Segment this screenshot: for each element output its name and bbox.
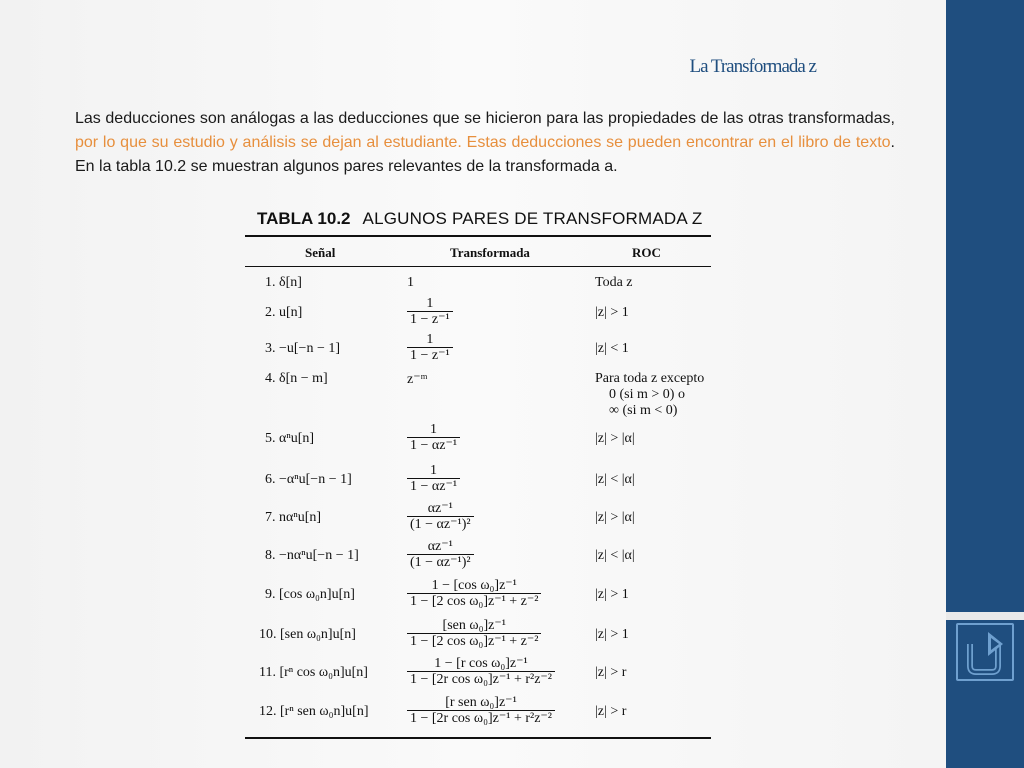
- row-roc: |z| > |α|: [595, 510, 635, 525]
- fraction-denominator: 1 − [2r cos ω₀]z⁻¹ + r²z⁻²: [407, 671, 555, 687]
- row-signal: 6. −αⁿu[−n − 1]: [265, 472, 352, 487]
- header-signal: Señal: [305, 245, 336, 260]
- fraction-denominator: (1 − αz⁻¹)²: [407, 516, 474, 532]
- fraction-numerator: 1 − [cos ω₀]z⁻¹: [431, 578, 517, 593]
- body-paragraph: [75, 107, 895, 179]
- fraction-numerator: 1: [430, 463, 438, 478]
- row-signal: 2. u[n]: [265, 305, 303, 320]
- table-header-rule: [245, 266, 711, 267]
- row-transform: [407, 296, 453, 327]
- fraction-numerator: 1: [426, 296, 434, 311]
- row-transform: [407, 332, 453, 363]
- fraction-denominator: 1 − [2 cos ω₀]z⁻¹ + z⁻²: [407, 593, 541, 609]
- row-roc: |z| < |α|: [595, 548, 635, 563]
- fraction-numerator: 1 − [r cos ω₀]z⁻¹: [434, 656, 528, 671]
- row-signal: 12. [rⁿ sen ω₀n]u[n]: [259, 704, 369, 719]
- row-transform: [407, 539, 474, 570]
- row-roc: Toda z: [595, 275, 633, 290]
- table-caption-label: TABLA 10.2: [257, 209, 351, 228]
- sidebar-stripe: [946, 612, 1024, 620]
- row-roc: [595, 371, 704, 419]
- row-transform: [407, 422, 460, 453]
- row-roc: |z| < |α|: [595, 472, 635, 487]
- fraction-denominator: 1 − [2r cos ω₀]z⁻¹ + r²z⁻²: [407, 710, 555, 726]
- roc-line-3: ∞ (si m < 0): [609, 403, 678, 418]
- row-roc: |z| > r: [595, 704, 627, 719]
- paragraph-part-1: Las deducciones son análogas a las deducciones que se hicieron para las propiedades de las otras transformadas,: [75, 110, 895, 127]
- header-roc: ROC: [632, 245, 661, 260]
- fraction-denominator: 1 − z⁻¹: [407, 347, 453, 363]
- row-transform: [407, 501, 474, 532]
- row-signal: 1. δ[n]: [265, 275, 302, 290]
- row-transform: [407, 463, 460, 494]
- row-transform: [407, 618, 541, 649]
- table-bottom-rule: [245, 737, 711, 739]
- row-transform: 1: [407, 275, 414, 290]
- return-arrow-icon: [961, 628, 1009, 676]
- row-roc: |z| > r: [595, 665, 627, 680]
- row-transform: [407, 695, 555, 726]
- fraction-numerator: [r sen ω₀]z⁻¹: [445, 695, 517, 710]
- transform-table: [245, 207, 715, 742]
- row-roc: |z| > 1: [595, 305, 629, 320]
- fraction-denominator: 1 − αz⁻¹: [407, 478, 460, 494]
- return-button[interactable]: [956, 623, 1014, 681]
- row-signal: 9. [cos ω₀n]u[n]: [265, 587, 355, 602]
- table-top-rule: [245, 235, 711, 237]
- roc-line-1: Para toda z excepto: [595, 371, 705, 386]
- row-signal: 7. nαⁿu[n]: [265, 510, 322, 525]
- row-signal: 5. αⁿu[n]: [265, 431, 315, 446]
- fraction-numerator: 1: [426, 332, 434, 347]
- row-roc: |z| > 1: [595, 587, 629, 602]
- row-signal: 11. [rⁿ cos ω₀n]u[n]: [259, 665, 368, 680]
- row-signal: 8. −nαⁿu[−n − 1]: [265, 548, 359, 563]
- row-roc: |z| > 1: [595, 627, 629, 642]
- row-transform: [407, 578, 541, 609]
- row-transform: z⁻ᵐ: [407, 372, 428, 387]
- fraction-numerator: αz⁻¹: [427, 539, 453, 554]
- header-transform: Transformada: [450, 245, 530, 260]
- row-transform: [407, 656, 555, 687]
- paragraph-part-3: . En la tabla 10.2 se muestran algunos pares relevantes de la transformada a.: [75, 134, 895, 175]
- row-signal: 4. δ[n − m]: [265, 371, 328, 386]
- fraction-denominator: 1 − z⁻¹: [407, 311, 453, 327]
- table-caption-title: ALGUNOS PARES DE TRANSFORMADA Z: [362, 209, 703, 228]
- fraction-denominator: (1 − αz⁻¹)²: [407, 554, 474, 570]
- row-signal: 3. −u[−n − 1]: [265, 341, 341, 356]
- row-roc: |z| > |α|: [595, 431, 635, 446]
- roc-line-2: 0 (si m > 0) o: [609, 387, 685, 402]
- slide-title: La Transformada z: [689, 56, 816, 77]
- fraction-numerator: αz⁻¹: [427, 501, 453, 516]
- fraction-numerator: [sen ω₀]z⁻¹: [442, 618, 506, 633]
- paragraph-highlight: por lo que su estudio y análisis se dejan al estudiante. Estas deducciones se pueden encontrar en el libro de texto: [75, 134, 891, 151]
- row-roc: |z| < 1: [595, 341, 629, 356]
- row-signal: 10. [sen ω₀n]u[n]: [259, 627, 356, 642]
- fraction-denominator: 1 − αz⁻¹: [407, 437, 460, 453]
- table-caption: [257, 209, 703, 229]
- fraction-denominator: 1 − [2 cos ω₀]z⁻¹ + z⁻²: [407, 633, 541, 649]
- fraction-numerator: 1: [430, 422, 438, 437]
